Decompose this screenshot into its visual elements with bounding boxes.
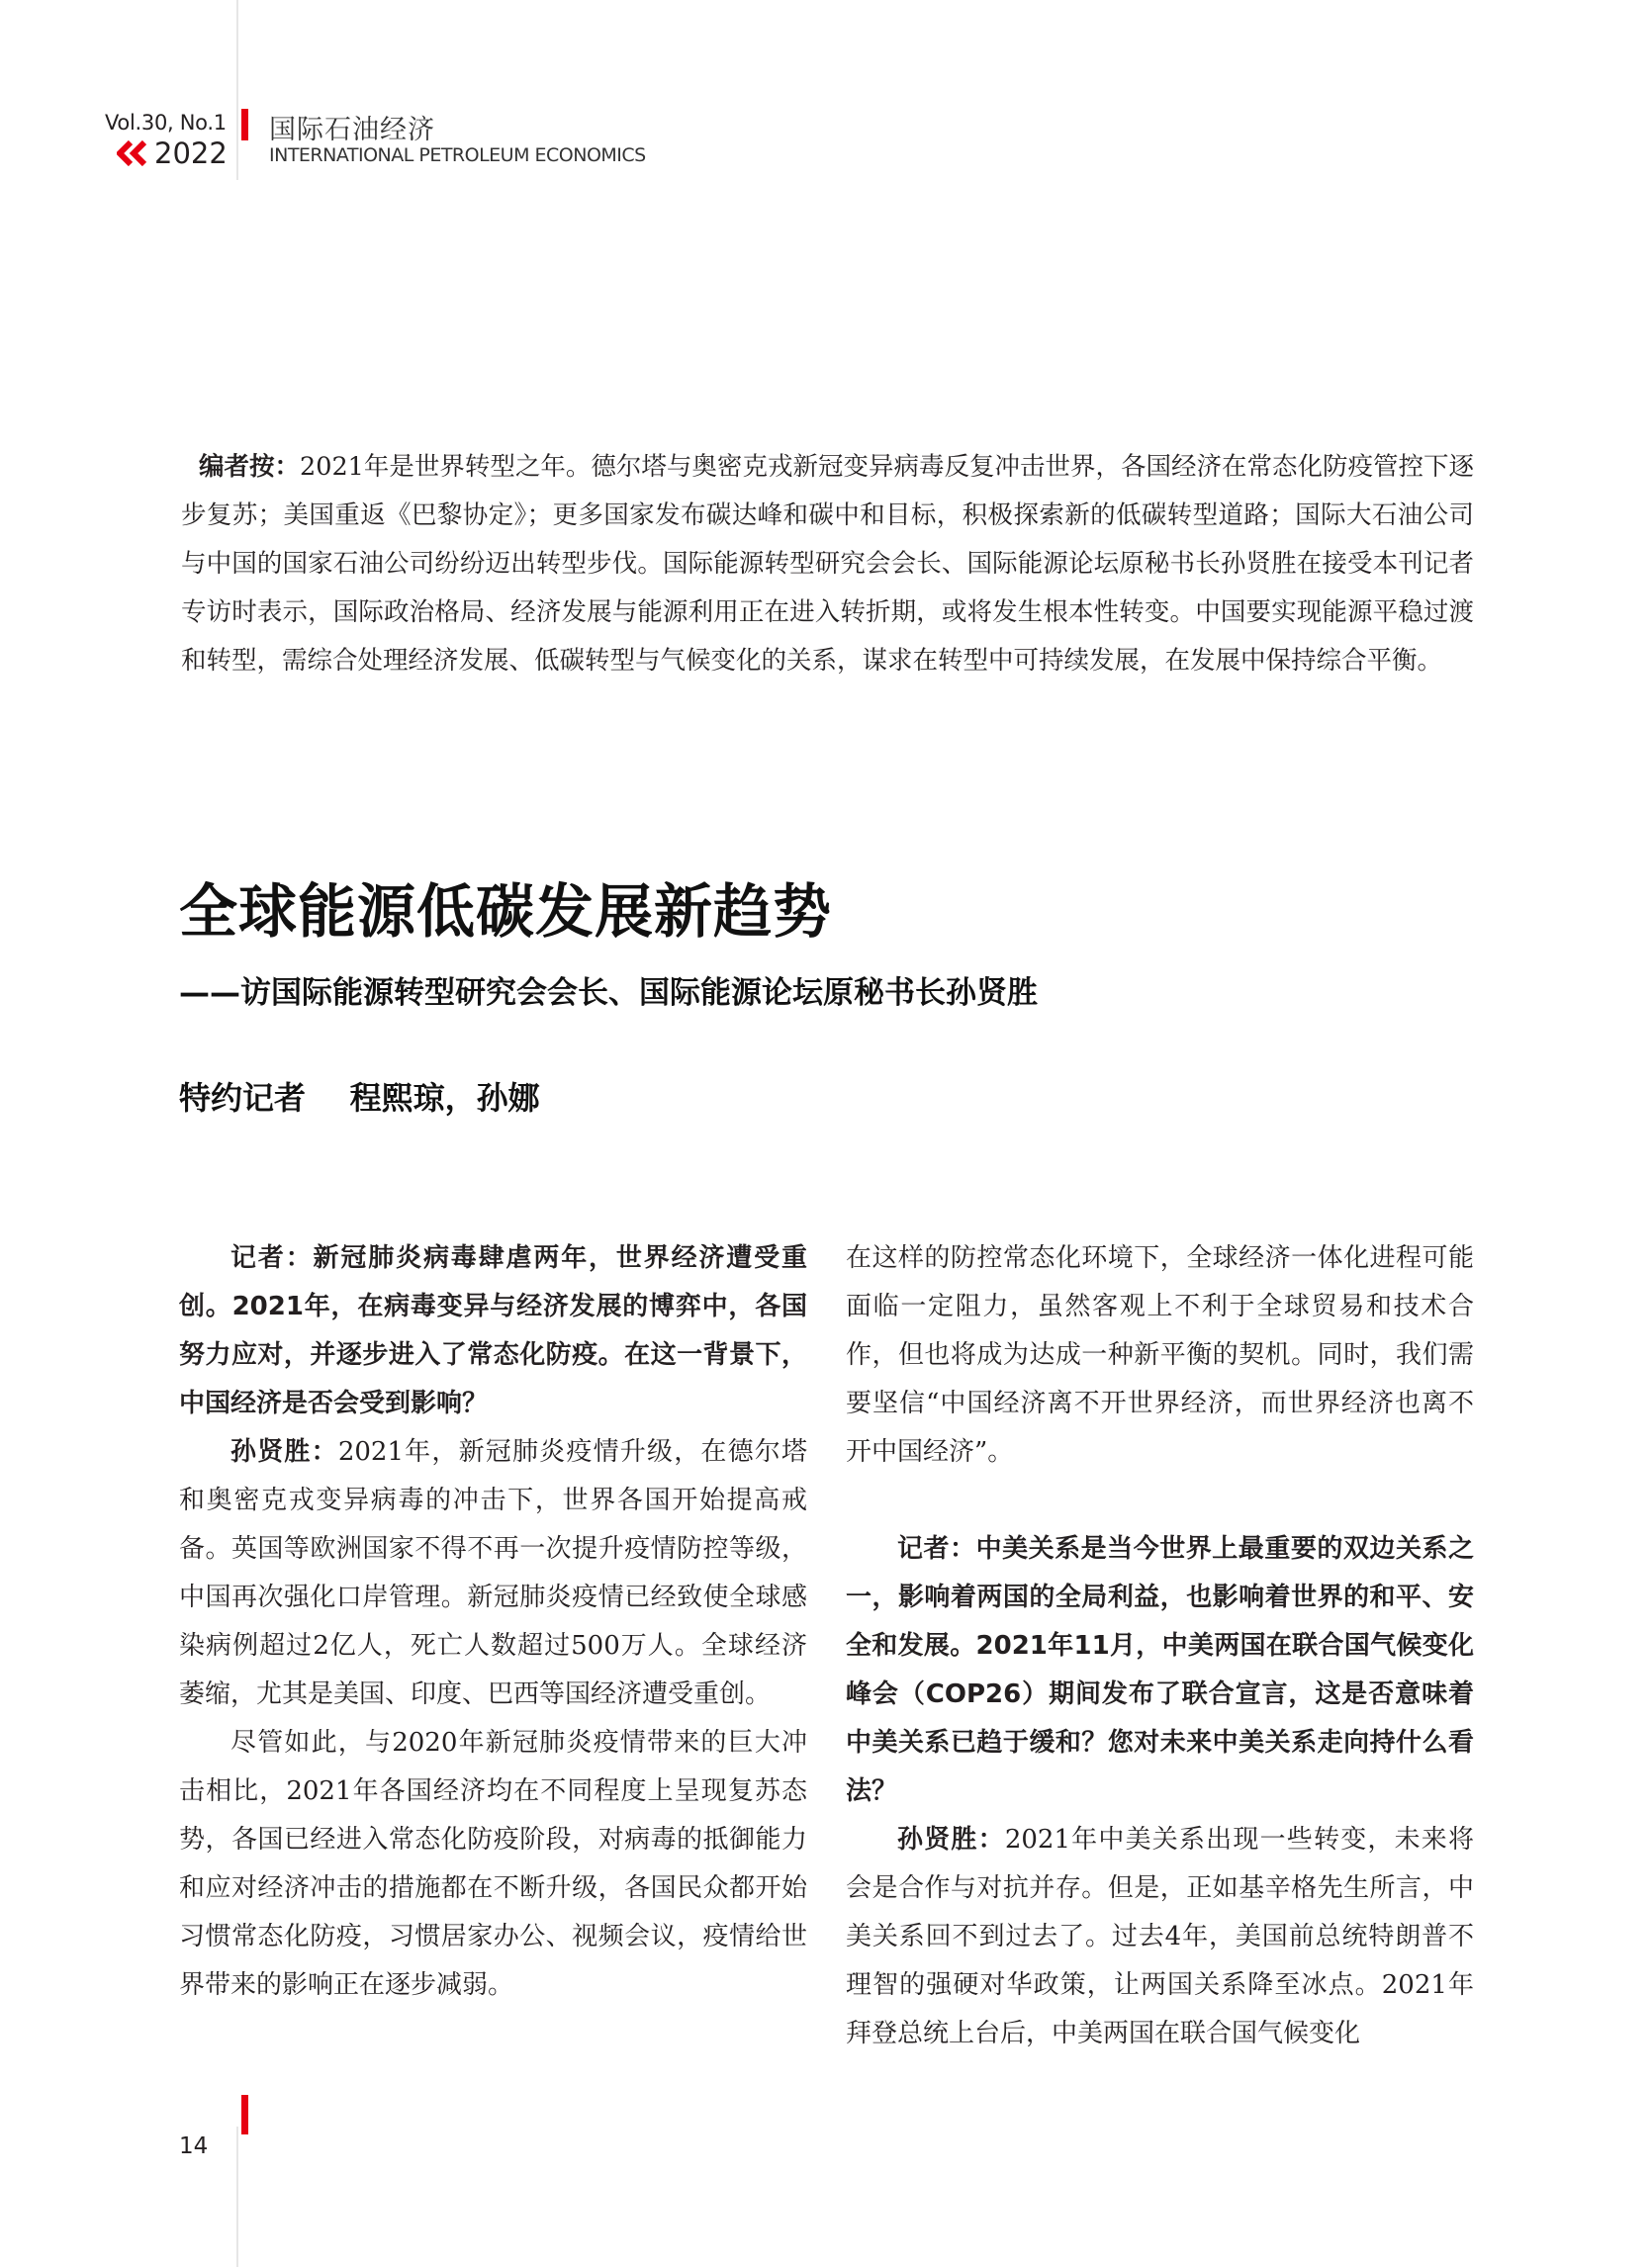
answer-1-continuation: 在这样的防控常态化环境下，全球经济一体化进程可能面临一定阻力，虽然客观上不利于全球贸易和技术合作，但也将成为达成一种新平衡的契机。同时，我们需要坚信“中国经济离不开世界经济，而世界经济也离不开中国经济”。 xyxy=(846,1243,1474,1467)
question-2: 记者：中美关系是当今世界上最重要的双边关系之一，影响着两国的全局利益，也影响着世界的和平、安全和发展。2021年11月，中美两国在联合国气候变化峰会（COP26）期间发布了联合宣言，这是否意味着中美关系已趋于缓和？您对未来中美关系走向持什么看法？ xyxy=(846,1534,1474,1806)
answer-1-speaker: 孙贤胜： xyxy=(230,1437,338,1467)
answer-1-text-1: 2021年，新冠肺炎疫情升级，在德尔塔和奥密克戎变异病毒的冲击下，世界各国开始提高戒备。英国等欧洲国家不得不再一次提升疫情防控等级，中国再次强化口岸管理。新冠肺炎疫情已经致使全球感染病例超过2亿人，死亡人数超过500万人。全球经济萎缩，尤其是美国、印度、巴西等国经济遭受重创。 xyxy=(179,1437,807,1709)
left-column xyxy=(179,1234,807,2010)
question-1: 记者：新冠肺炎病毒肆虐两年，世界经济遭受重创。2021年，在病毒变异与经济发展的博弈中，各国努力应对，并逐步进入了常态化防疫。在这一背景下，中国经济是否会受到影响？ xyxy=(179,1243,807,1418)
answer-2-speaker: 孙贤胜： xyxy=(897,1825,1005,1855)
article-byline: 特约记者 程熙琼，孙娜 xyxy=(179,1079,540,1117)
editor-note-label: 编者按： xyxy=(199,452,301,482)
article-subtitle: ——访国际能源转型研究会会长、国际能源论坛原秘书长孙贤胜 xyxy=(179,975,1038,1011)
double-chevron-left-icon xyxy=(117,140,148,166)
editor-note-text: 2021年是世界转型之年。德尔塔与奥密克戎新冠变异病毒反复冲击世界，各国经济在常态化防疫管控下逐步复苏；美国重返《巴黎协定》；更多国家发布碳达峰和碳中和目标，积极探索新的低碳转型道路；国际大石油公司与中国的国家石油公司纷纷迈出转型步伐。国际能源转型研究会会长、国际能源论坛原秘书长孙贤胜在接受本刊记者专访时表示，国际政治格局、经济发展与能源利用正在进入转折期，或将发生根本性转变。中国要实现能源平稳过渡和转型，需综合处理经济发展、低碳转型与气候变化的关系，谋求在转型中可持续发展，在发展中保持综合平衡。 xyxy=(181,452,1474,676)
page-number: 14 xyxy=(179,2133,209,2159)
vertical-rule-top xyxy=(236,0,238,180)
journal-title-cn: 国际石油经济 xyxy=(269,115,435,145)
answer-2-text-1: 2021年中美关系出现一些转变，未来将会是合作与对抗并存。但是，正如基辛格先生所言，中美关系回不到过去了。过去4年，美国前总统特朗普不理智的强硬对华政策，让两国关系降至冰点。2021年拜登总统上台后，中美两国在联合国气候变化 xyxy=(846,1825,1474,2048)
issue-volume: Vol.30, No.1 xyxy=(105,111,227,135)
editor-note xyxy=(181,443,1474,685)
issue-year: 2022 xyxy=(154,136,228,170)
vertical-rule-bottom xyxy=(236,2127,238,2267)
journal-title-en: INTERNATIONAL PETROLEUM ECONOMICS xyxy=(269,144,646,166)
article-title: 全球能源低碳发展新趋势 xyxy=(179,877,833,946)
answer-1-paragraph-1 xyxy=(179,1428,807,1719)
right-column xyxy=(846,1234,1474,2058)
answer-1-paragraph-2: 尽管如此，与2020年新冠肺炎疫情带来的巨大冲击相比，2021年各国经济均在不同程度上呈现复苏态势，各国已经进入常态化防疫阶段，对病毒的抵御能力和应对经济冲击的措施都在不断升级，各国民众都开始习惯常态化防疫，习惯居家办公、视频会议，疫情给世界带来的影响正在逐步减弱。 xyxy=(179,1728,807,2000)
accent-bar-footer xyxy=(241,2095,248,2134)
answer-2-paragraph-1 xyxy=(846,1816,1474,2058)
issue-year-group xyxy=(117,136,228,170)
accent-bar-header xyxy=(241,109,248,140)
